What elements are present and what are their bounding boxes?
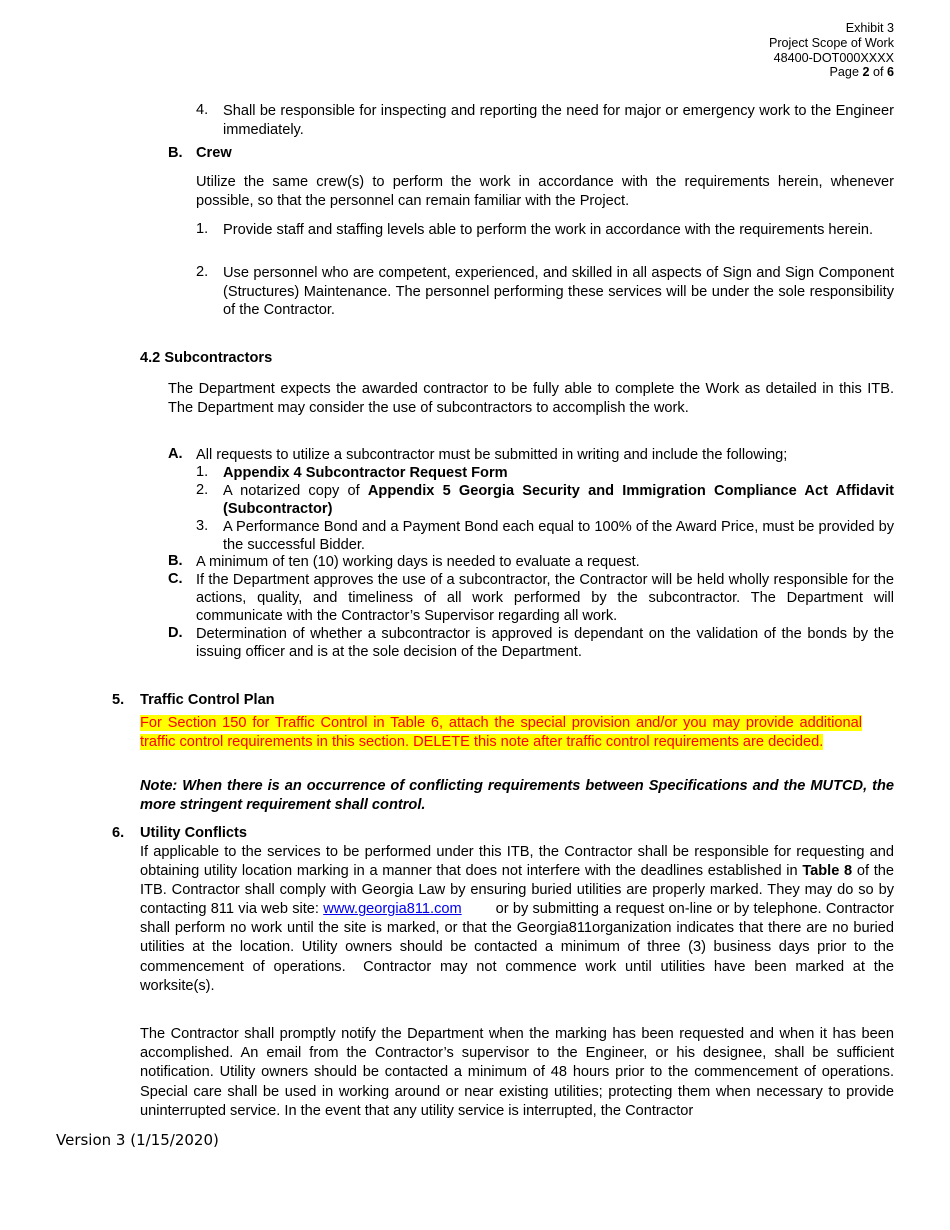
list-item: 3. A Performance Bond and a Payment Bond each equal to 100% of the Award Price, must be provided by the successful Bidder. [196, 518, 894, 553]
mutcd-note: Note: When there is an occurrence of conflicting requirements between Specifications and the MUTCD, the more stringent requirement shall control. [140, 778, 894, 813]
list-item [196, 102, 894, 139]
document-id: 48400-DOT000XXXX [773, 50, 894, 65]
crew-intro: Utilize the same crew(s) to perform the work in accordance with the requirements herein, whenever possible, so that the personnel can remain familiar with the Project. [196, 174, 894, 209]
notification-paragraph: The Contractor shall promptly notify the Department when the marking has been requested and when it has been accomplished. An email from the Contractor’s supervisor to the Engineer, or his designee, shall be sufficient notification. Utility owners should be contacted a minimum of 48 hours prior to the commencement of operations. Special care shall be used in working around or near existing utilities; protecting them when necessary to provide uninterrupted service. In the event that any utility service is interrupted, the Contractor [140, 1026, 894, 1119]
list-item: 2. A notarized copy of Appendix 5 Georgia Security and Immigration Compliance Act Affidavit (Subcontractor) [196, 482, 894, 517]
version-footer: Version 3 (1/15/2020) [56, 1131, 219, 1149]
item-number: 4. [196, 102, 209, 118]
list-item: A. All requests to utilize a subcontractor must be submitted in writing and include the following; [168, 446, 788, 463]
exhibit-label: Exhibit 3 [845, 21, 894, 35]
georgia811-link[interactable]: www.georgia811.com [323, 901, 462, 918]
list-item: C. If the Department approves the use of a subcontractor, the Contractor will be held wholly responsible for the actions, quality, and timeliness of all work performed by the subcontractor. The Department will communicate with the Contractor’s Supervisor regarding all work. [168, 571, 894, 624]
page-header [769, 21, 894, 80]
list-item: D. Determination of whether a subcontractor is approved is dependant on the validation of the bonds by the issuing officer and is at the sole decision of the Department. [168, 625, 894, 660]
section-heading: B. Crew [168, 145, 232, 161]
scope-label: Project Scope of Work [768, 35, 894, 50]
section-heading: 4.2 Subcontractors [140, 350, 273, 366]
item-text: Shall be responsible for inspecting and reporting the need for major or emergency work to the Engineer immediately. [223, 103, 894, 138]
utility-paragraph: If applicable to the services to be performed under this ITB, the Contractor shall be responsible for requesting and obtaining utility location marking in a manner that does not interfere with the deadlines established in Table 8 of the ITB. Contractor shall comply with Georgia Law by ensuring buried utilities are properly marked. They may do so by contacting 811 via web site: www.georgia811.com or by submitting a request on-line or by telephone. Contractor shall perform no work until the site is marked, or that the Georgia811organization indicates that there are no buried utilities at the location. Utility owners should be contacted a minimum of three (3) business days prior to the commencement of operations. Contractor may not commence work until utilities have been marked at the worksite(s). [140, 844, 899, 994]
list-item: B. A minimum of ten (10) working days is needed to evaluate a request. [168, 553, 640, 570]
highlighted-note: For Section 150 for Traffic Control in Table 6, attach the special provision and/or you may provide additional traffic control requirements in this section. DELETE this note after traffic control requirements are decided. [140, 715, 862, 751]
subcontractors-intro: The Department expects the awarded contractor to be fully able to complete the Work as detailed in this ITB. The Department may consider the use of subcontractors to accomplish the work. [168, 381, 894, 416]
list-item: 1. Appendix 4 Subcontractor Request Form [196, 464, 508, 481]
list-item: 1. Provide staff and staffing levels able to perform the work in accordance with the requirements herein. [196, 221, 874, 238]
section-heading: 6. Utility Conflicts [112, 825, 248, 841]
section-heading: 5. Traffic Control Plan [112, 692, 275, 708]
list-item: 2. Use personnel who are competent, experienced, and skilled in all aspects of Sign and Sign Component (Structures) Maintenance. The personnel performing these services will be under the sole responsibility of the Contractor. [196, 264, 894, 318]
page-number: Page 2 of 6 [829, 65, 894, 80]
